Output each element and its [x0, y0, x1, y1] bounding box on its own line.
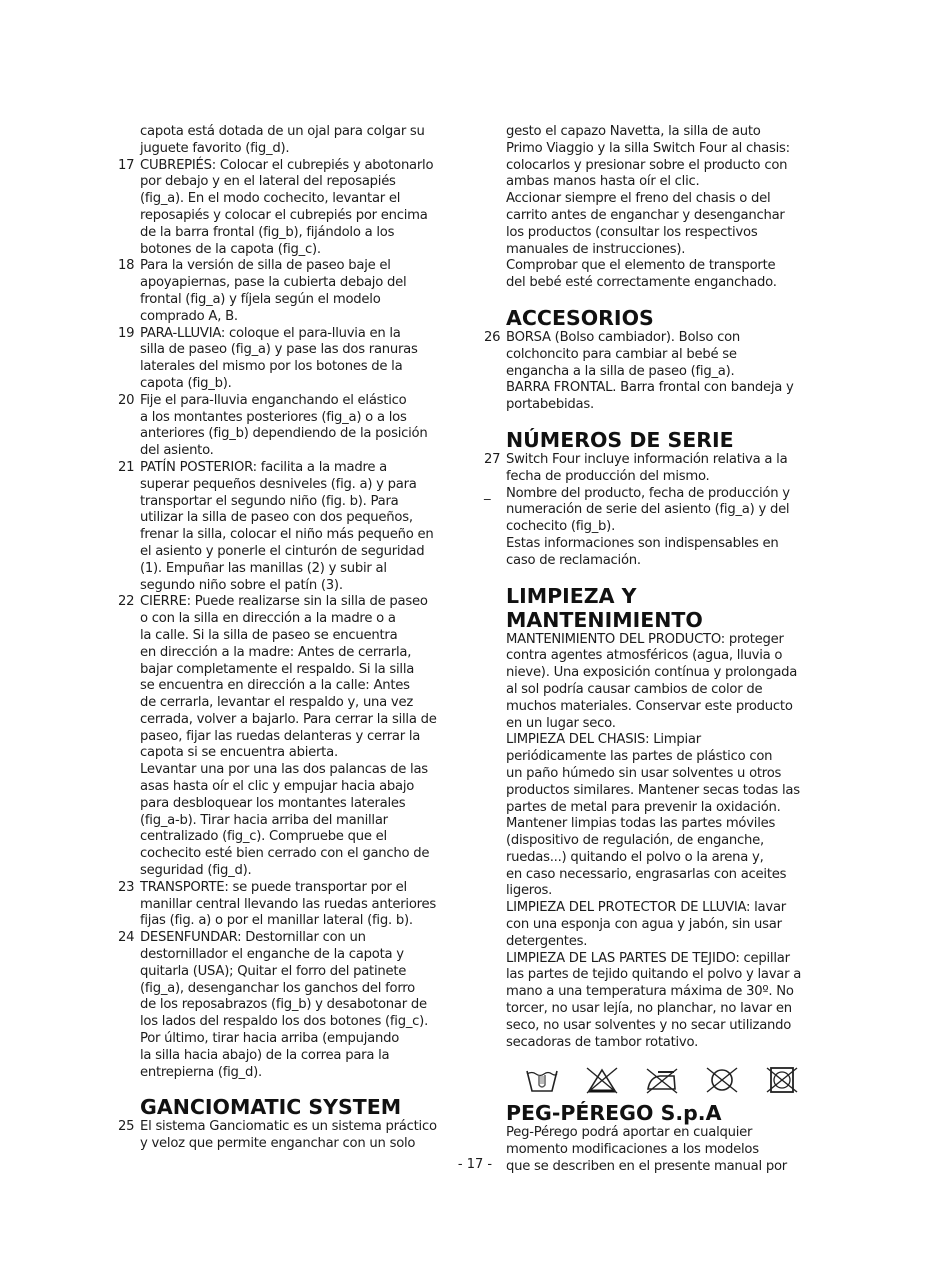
- text-line: se encuentra en dirección a la calle: Antes: [140, 678, 410, 694]
- text-line: paseo, fijar las ruedas delanteras y cerrar la: [140, 728, 421, 744]
- text-line: en caso necessario, engrasarlas con aceites: [506, 866, 787, 882]
- serial-info-item: [484, 486, 840, 570]
- instruction-item-23: [118, 880, 470, 930]
- instruction-item-17: [118, 158, 470, 259]
- item-number: 24: [118, 930, 135, 946]
- text-line: en un lugar seco.: [506, 715, 616, 731]
- item-number: 22: [118, 594, 135, 610]
- instruction-item-26: [484, 330, 840, 414]
- heading-limpieza: LIMPIEZA Y MANTENIMIENTO: [506, 583, 703, 632]
- text-line: del bebé esté correctamente enganchado.: [506, 275, 777, 291]
- text-line: reposapiés y colocar el cubrepiés por encima: [140, 207, 428, 223]
- no-iron-icon: [644, 1065, 680, 1095]
- item-number: 18: [118, 258, 135, 274]
- text-line: El sistema Ganciomatic es un sistema práctico: [140, 1119, 437, 1135]
- text-line: MANTENIMIENTO DEL PRODUCTO: proteger: [506, 631, 784, 647]
- item-number: 20: [118, 392, 135, 408]
- hand-wash-icon: [524, 1065, 560, 1095]
- text-line: segundo niño sobre el patín (3).: [140, 577, 343, 593]
- text-line: silla de paseo (fig_a) y pase las dos ranuras: [140, 342, 418, 358]
- instruction-item-22: [118, 594, 470, 880]
- text-line: apoyapiernas, pase la cubierta debajo del: [140, 275, 407, 291]
- text-line: (1). Empuñar las manillas (2) y subir al: [140, 560, 387, 576]
- text-line: portabebidas.: [506, 397, 594, 413]
- instruction-list: [118, 158, 470, 1082]
- text-line: (fig_a-b). Tirar hacia arriba del manillar: [140, 812, 388, 828]
- text-line: manillar central llevando las ruedas anteriores: [140, 896, 436, 912]
- text-line: LIMPIEZA DEL CHASIS: Limpiar: [506, 732, 701, 748]
- text-line: DESENFUNDAR: Destornillar con un: [140, 930, 366, 946]
- text-line: carrito antes de enganchar y desenganchar: [506, 207, 785, 223]
- text-line: centralizado (fig_c). Compruebe que el: [140, 829, 387, 845]
- heading-numeros-de-serie: NÚMEROS DE SERIE: [506, 427, 734, 452]
- instruction-item-27: [484, 452, 840, 486]
- no-tumble-dry-icon: [764, 1065, 800, 1095]
- text-line: BORSA (Bolso cambiador). Bolso con: [506, 329, 741, 345]
- text-line: (fig_a). En el modo cochecito, levantar el: [140, 191, 401, 207]
- text-line: Levantar una por una las dos palancas de las: [140, 762, 428, 778]
- text-line: que se describen en el presente manual por: [506, 1159, 787, 1175]
- instruction-item-25: [118, 1119, 470, 1153]
- instruction-item-21: [118, 460, 470, 594]
- text-line: juguete favorito (fig_d).: [140, 140, 290, 156]
- item-number: 26: [484, 329, 501, 345]
- text-line: con una esponja con agua y jabón, sin usar: [506, 917, 782, 933]
- text-line: numeración de serie del asiento (fig_a) y del: [506, 502, 790, 518]
- text-line: frenar la silla, colocar el niño más pequeño en: [140, 527, 434, 543]
- text-line: (dispositivo de regulación, de enganche,: [506, 833, 764, 849]
- item-number: 17: [118, 157, 135, 173]
- text-line: de la barra frontal (fig_b), fijándolo a los: [140, 224, 395, 240]
- text-line: productos similares. Mantener secas todas las: [506, 782, 800, 798]
- instruction-item-24: [118, 930, 470, 1081]
- text-line: torcer, no usar lejía, no planchar, no lavar en: [506, 1001, 792, 1017]
- text-line: asas hasta oír el clic y empujar hacia abajo: [140, 779, 415, 795]
- text-line: Para la versión de silla de paseo baje el: [140, 258, 391, 274]
- text-line: frontal (fig_a) y fíjela según el modelo: [140, 291, 381, 307]
- text-line: de cerrarla, levantar el respaldo y, una vez: [140, 695, 414, 711]
- text-line: periódicamente las partes de plástico con: [506, 749, 773, 765]
- text-line: el asiento y ponerle el cinturón de seguridad: [140, 543, 425, 559]
- text-line: BARRA FRONTAL. Barra frontal con bandeja y: [506, 380, 794, 396]
- text-line: LIMPIEZA DEL PROTECTOR DE LLUVIA: lavar: [506, 900, 786, 916]
- text-line: entrepierna (fig_d).: [140, 1064, 262, 1080]
- text-line: PATÍN POSTERIOR: facilita a la madre a: [140, 459, 387, 475]
- text-line: LIMPIEZA DE LAS PARTES DE TEJIDO: cepillar: [506, 950, 790, 966]
- cleaning-text: [484, 632, 840, 1052]
- page-number: - 17 -: [457, 1157, 493, 1172]
- text-line: del asiento.: [140, 443, 214, 459]
- text-line: colchoncito para cambiar al bebé se: [506, 346, 737, 362]
- no-bleach-icon: [584, 1065, 620, 1095]
- text-line: contra agentes atmosféricos (agua, lluvia o: [506, 648, 783, 664]
- text-line: laterales del mismo por los botones de la: [140, 359, 403, 375]
- instruction-item-19: [118, 326, 470, 393]
- text-line: capota si se encuentra abierta.: [140, 745, 338, 761]
- text-line: capota está dotada de un ojal para colgar su: [140, 124, 425, 139]
- text-line: destornillador el enganche de la capota y: [140, 947, 404, 963]
- text-line: Fije el para-lluvia enganchando el elástico: [140, 392, 407, 408]
- text-line: anteriores (fig_b) dependiendo de la posición: [140, 426, 428, 442]
- text-line: mano a una temperatura máxima de 30º. No: [506, 984, 794, 1000]
- text-line: ligeros.: [506, 883, 553, 899]
- text-line: secadoras de tambor rotativo.: [506, 1034, 699, 1050]
- text-line: Primo Viaggio y la silla Switch Four al chasis:: [506, 140, 790, 156]
- instruction-item-20: [118, 393, 470, 460]
- text-line: CIERRE: Puede realizarse sin la silla de paseo: [140, 594, 428, 610]
- heading-peg-perego: PEG-PÉREGO S.p.A: [506, 1101, 722, 1126]
- text-line: o con la silla en dirección a la madre o a: [140, 611, 396, 627]
- continuation-item-25: [484, 124, 840, 292]
- text-line: un paño húmedo sin usar solventes u otros: [506, 765, 782, 781]
- item-number: 23: [118, 879, 135, 895]
- text-line: nieve). Una exposición contínua y prolongada: [506, 665, 798, 681]
- item-number: 19: [118, 325, 135, 341]
- text-line: gesto el capazo Navetta, la silla de auto: [506, 124, 761, 139]
- text-line: la calle. Si la silla de paseo se encuentra: [140, 627, 398, 643]
- text-line: CUBREPIÉS: Colocar el cubrepiés y abotonarlo: [140, 157, 434, 173]
- item-number: 21: [118, 459, 135, 475]
- heading-accesorios: ACCESORIOS: [506, 305, 654, 330]
- text-line: caso de reclamación.: [506, 552, 641, 568]
- text-line: seguridad (fig_d).: [140, 863, 252, 879]
- text-line: capota (fig_b).: [140, 375, 232, 391]
- right-column: [484, 124, 840, 1176]
- left-column: [118, 124, 470, 1153]
- care-icons: [484, 1065, 840, 1095]
- text-line: Peg-Pérego podrá aportar en cualquier: [506, 1125, 753, 1141]
- text-line: los lados del respaldo los dos botones (fig_c).: [140, 1014, 429, 1030]
- text-line: detergentes.: [506, 933, 588, 949]
- text-line: a los montantes posteriores (fig_a) o a los: [140, 409, 407, 425]
- text-line: partes de metal para prevenir la oxidación.: [506, 799, 781, 815]
- text-line: muchos materiales. Conservar este producto: [506, 698, 793, 714]
- text-line: fijas (fig. a) o por el manillar lateral (fig. b).: [140, 913, 413, 929]
- text-line: quitarla (USA); Quitar el forro del patinete: [140, 963, 407, 979]
- text-line: para desbloquear los montantes laterales: [140, 795, 406, 811]
- text-line: y veloz que permite enganchar con un solo: [140, 1136, 416, 1152]
- text-line: bajar completamente el respaldo. Si la silla: [140, 661, 415, 677]
- text-line: ambas manos hasta oír el clic.: [506, 174, 700, 190]
- text-line: cerrada, volver a bajarlo. Para cerrar la silla de: [140, 711, 437, 727]
- item-number: 25: [118, 1119, 135, 1135]
- text-line: momento modificaciones a los modelos: [506, 1142, 759, 1158]
- text-line: Nombre del producto, fecha de producción y: [506, 485, 790, 501]
- text-line: las partes de tejido quitando el polvo y lavar a: [506, 967, 802, 983]
- text-line: fecha de producción del mismo.: [506, 468, 710, 484]
- text-line: Estas informaciones son indispensables en: [506, 535, 779, 551]
- text-line: cochecito esté bien cerrado con el gancho de: [140, 846, 430, 862]
- text-line: (fig_a), desenganchar los ganchos del forro: [140, 980, 416, 996]
- text-line: Switch Four incluye información relativa a la: [506, 451, 788, 467]
- text-line: Por último, tirar hacia arriba (empujando: [140, 1031, 400, 1047]
- instruction-item-18: [118, 258, 470, 325]
- text-line: superar pequeños desniveles (fig. a) y para: [140, 476, 417, 492]
- text-line: la silla hacia abajo) de la correa para la: [140, 1047, 390, 1063]
- text-line: transportar el segundo niño (fig. b). Para: [140, 493, 399, 509]
- text-line: colocarlos y presionar sobre el producto con: [506, 157, 788, 173]
- text-line: por debajo y en el lateral del reposapiés: [140, 174, 396, 190]
- text-line: en dirección a la madre: Antes de cerrarla,: [140, 644, 412, 660]
- text-line: los productos (consultar los respectivos: [506, 224, 758, 240]
- dash-bullet: _: [484, 485, 491, 501]
- text-line: cochecito (fig_b).: [506, 519, 616, 535]
- text-line: al sol podría causar cambios de color de: [506, 681, 763, 697]
- item-number: 27: [484, 451, 501, 467]
- text-line: ruedas...) quitando el polvo o la arena y,: [506, 849, 764, 865]
- text-line: Mantener limpias todas las partes móviles: [506, 816, 776, 832]
- text-line: TRANSPORTE: se puede transportar por el: [140, 879, 407, 895]
- text-line: botones de la capota (fig_c).: [140, 241, 321, 257]
- text-line: PARA-LLUVIA: coloque el para-lluvia en la: [140, 325, 401, 341]
- text-line: manuales de instrucciones).: [506, 241, 686, 257]
- text-line: de los reposabrazos (fig_b) y desabotonar de: [140, 997, 427, 1013]
- continuation-item-16: [118, 124, 470, 158]
- no-dry-clean-icon: [704, 1065, 740, 1095]
- text-line: engancha a la silla de paseo (fig_a).: [506, 363, 735, 379]
- heading-ganciomatic: GANCIOMATIC SYSTEM: [140, 1095, 402, 1120]
- peg-perego-text: [484, 1125, 840, 1175]
- text-line: utilizar la silla de paseo con dos pequeños,: [140, 510, 413, 526]
- text-line: Accionar siempre el freno del chasis o del: [506, 191, 771, 207]
- text-line: Comprobar que el elemento de transporte: [506, 258, 776, 274]
- text-line: comprado A, B.: [140, 308, 238, 324]
- text-line: seco, no usar solventes y no secar utilizando: [506, 1017, 792, 1033]
